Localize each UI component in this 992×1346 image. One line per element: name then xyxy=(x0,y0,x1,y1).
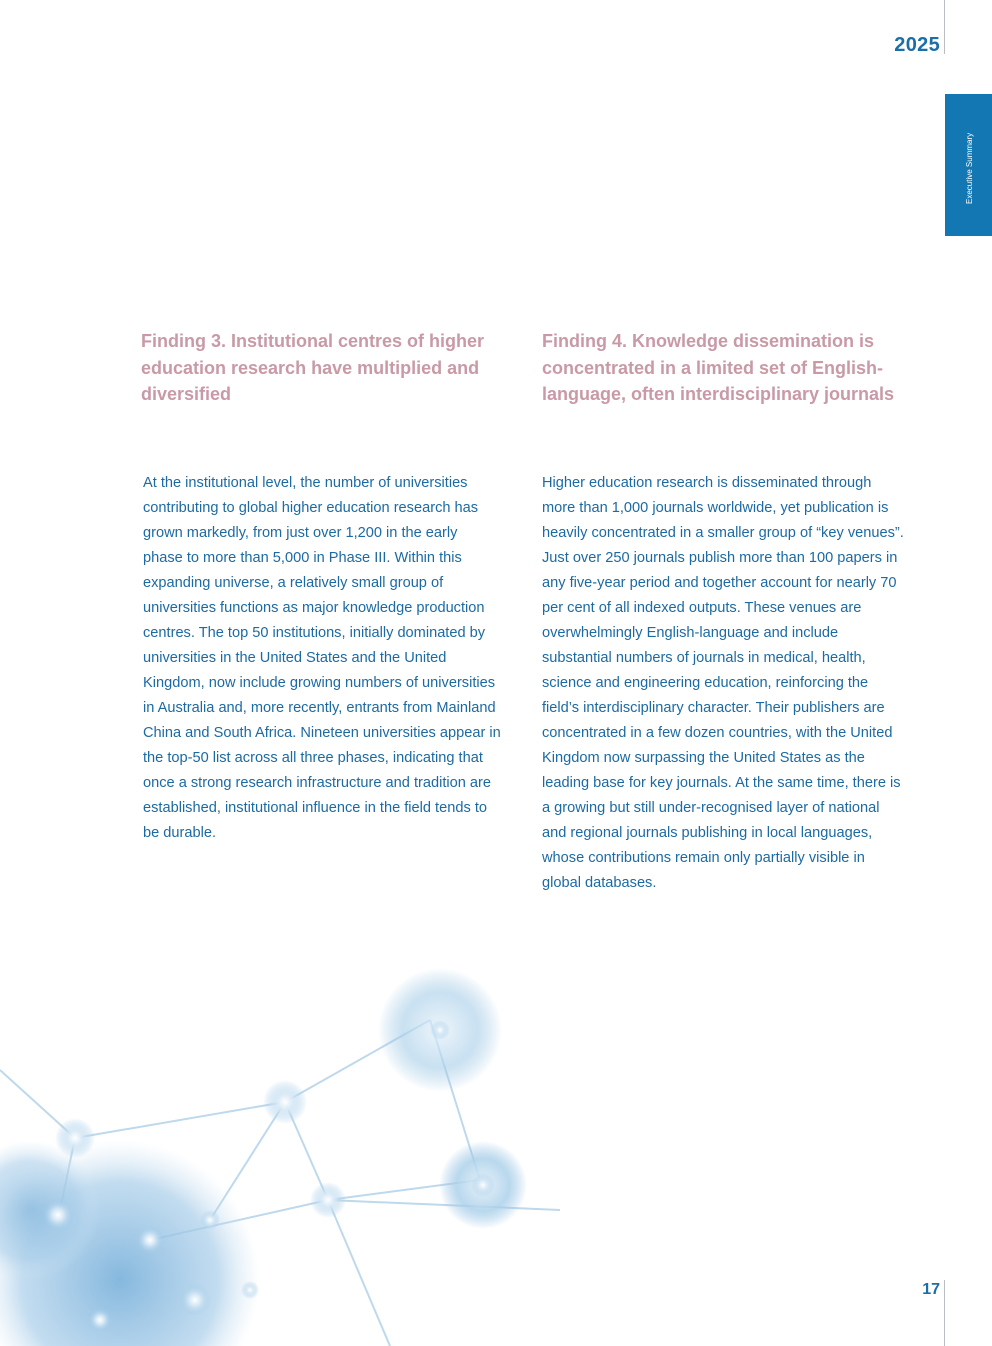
header-divider xyxy=(944,0,945,54)
finding-3-title: Finding 3. Institutional centres of higher education research have multiplied and diversified xyxy=(141,331,485,405)
page-year: 2025 xyxy=(894,34,940,56)
footer-divider xyxy=(944,1280,945,1346)
network-graphic xyxy=(0,880,600,1346)
page-number: 17 xyxy=(922,1281,940,1298)
section-tab-label: Executive Summary xyxy=(965,132,974,204)
finding-3-body: At the institutional level, the number of universities contributing to global higher education research has grown markedly, from just over 1,200 in the early phase to more than 5,000 in Phase III. Within this expanding universe, a relatively small group of universities functions as major knowledge production centres. The top 50 institutions, initially dominated by universities in the United States and the United Kingdom, now include growing numbers of universities in Australia and, more recently, entrants from Mainland China and South Africa. Nineteen universities appear in the top-50 list across all three phases, indicating that once a strong research infrastructure and tradition are established, institutional influence in the field tends to be durable. xyxy=(143,475,501,841)
finding-4-body: Higher education research is disseminated through more than 1,000 journals worldwide, yet publication is heavily concentrated in a smaller group of “key venues”. Just over 250 journals publish more than 100 papers in any five-year period and together account for nearly 70 per cent of all indexed outputs. These venues are overwhelmingly English-language and include substantial numbers of journals in medical, health, science and engineering education, reinforcing the field’s interdisciplinary character. Their publishers are concentrated in a few dozen countries, with the United Kingdom now surpassing the United States as the leading base for key journals. At the same time, there is a growing but still under-recognised layer of national and regional journals publishing in local languages, whose contributions remain only partially visible in global databases. xyxy=(542,475,904,891)
finding-4-title: Finding 4. Knowledge dissemination is concentrated in a limited set of English-language, often interdisciplinary journals xyxy=(542,331,895,405)
